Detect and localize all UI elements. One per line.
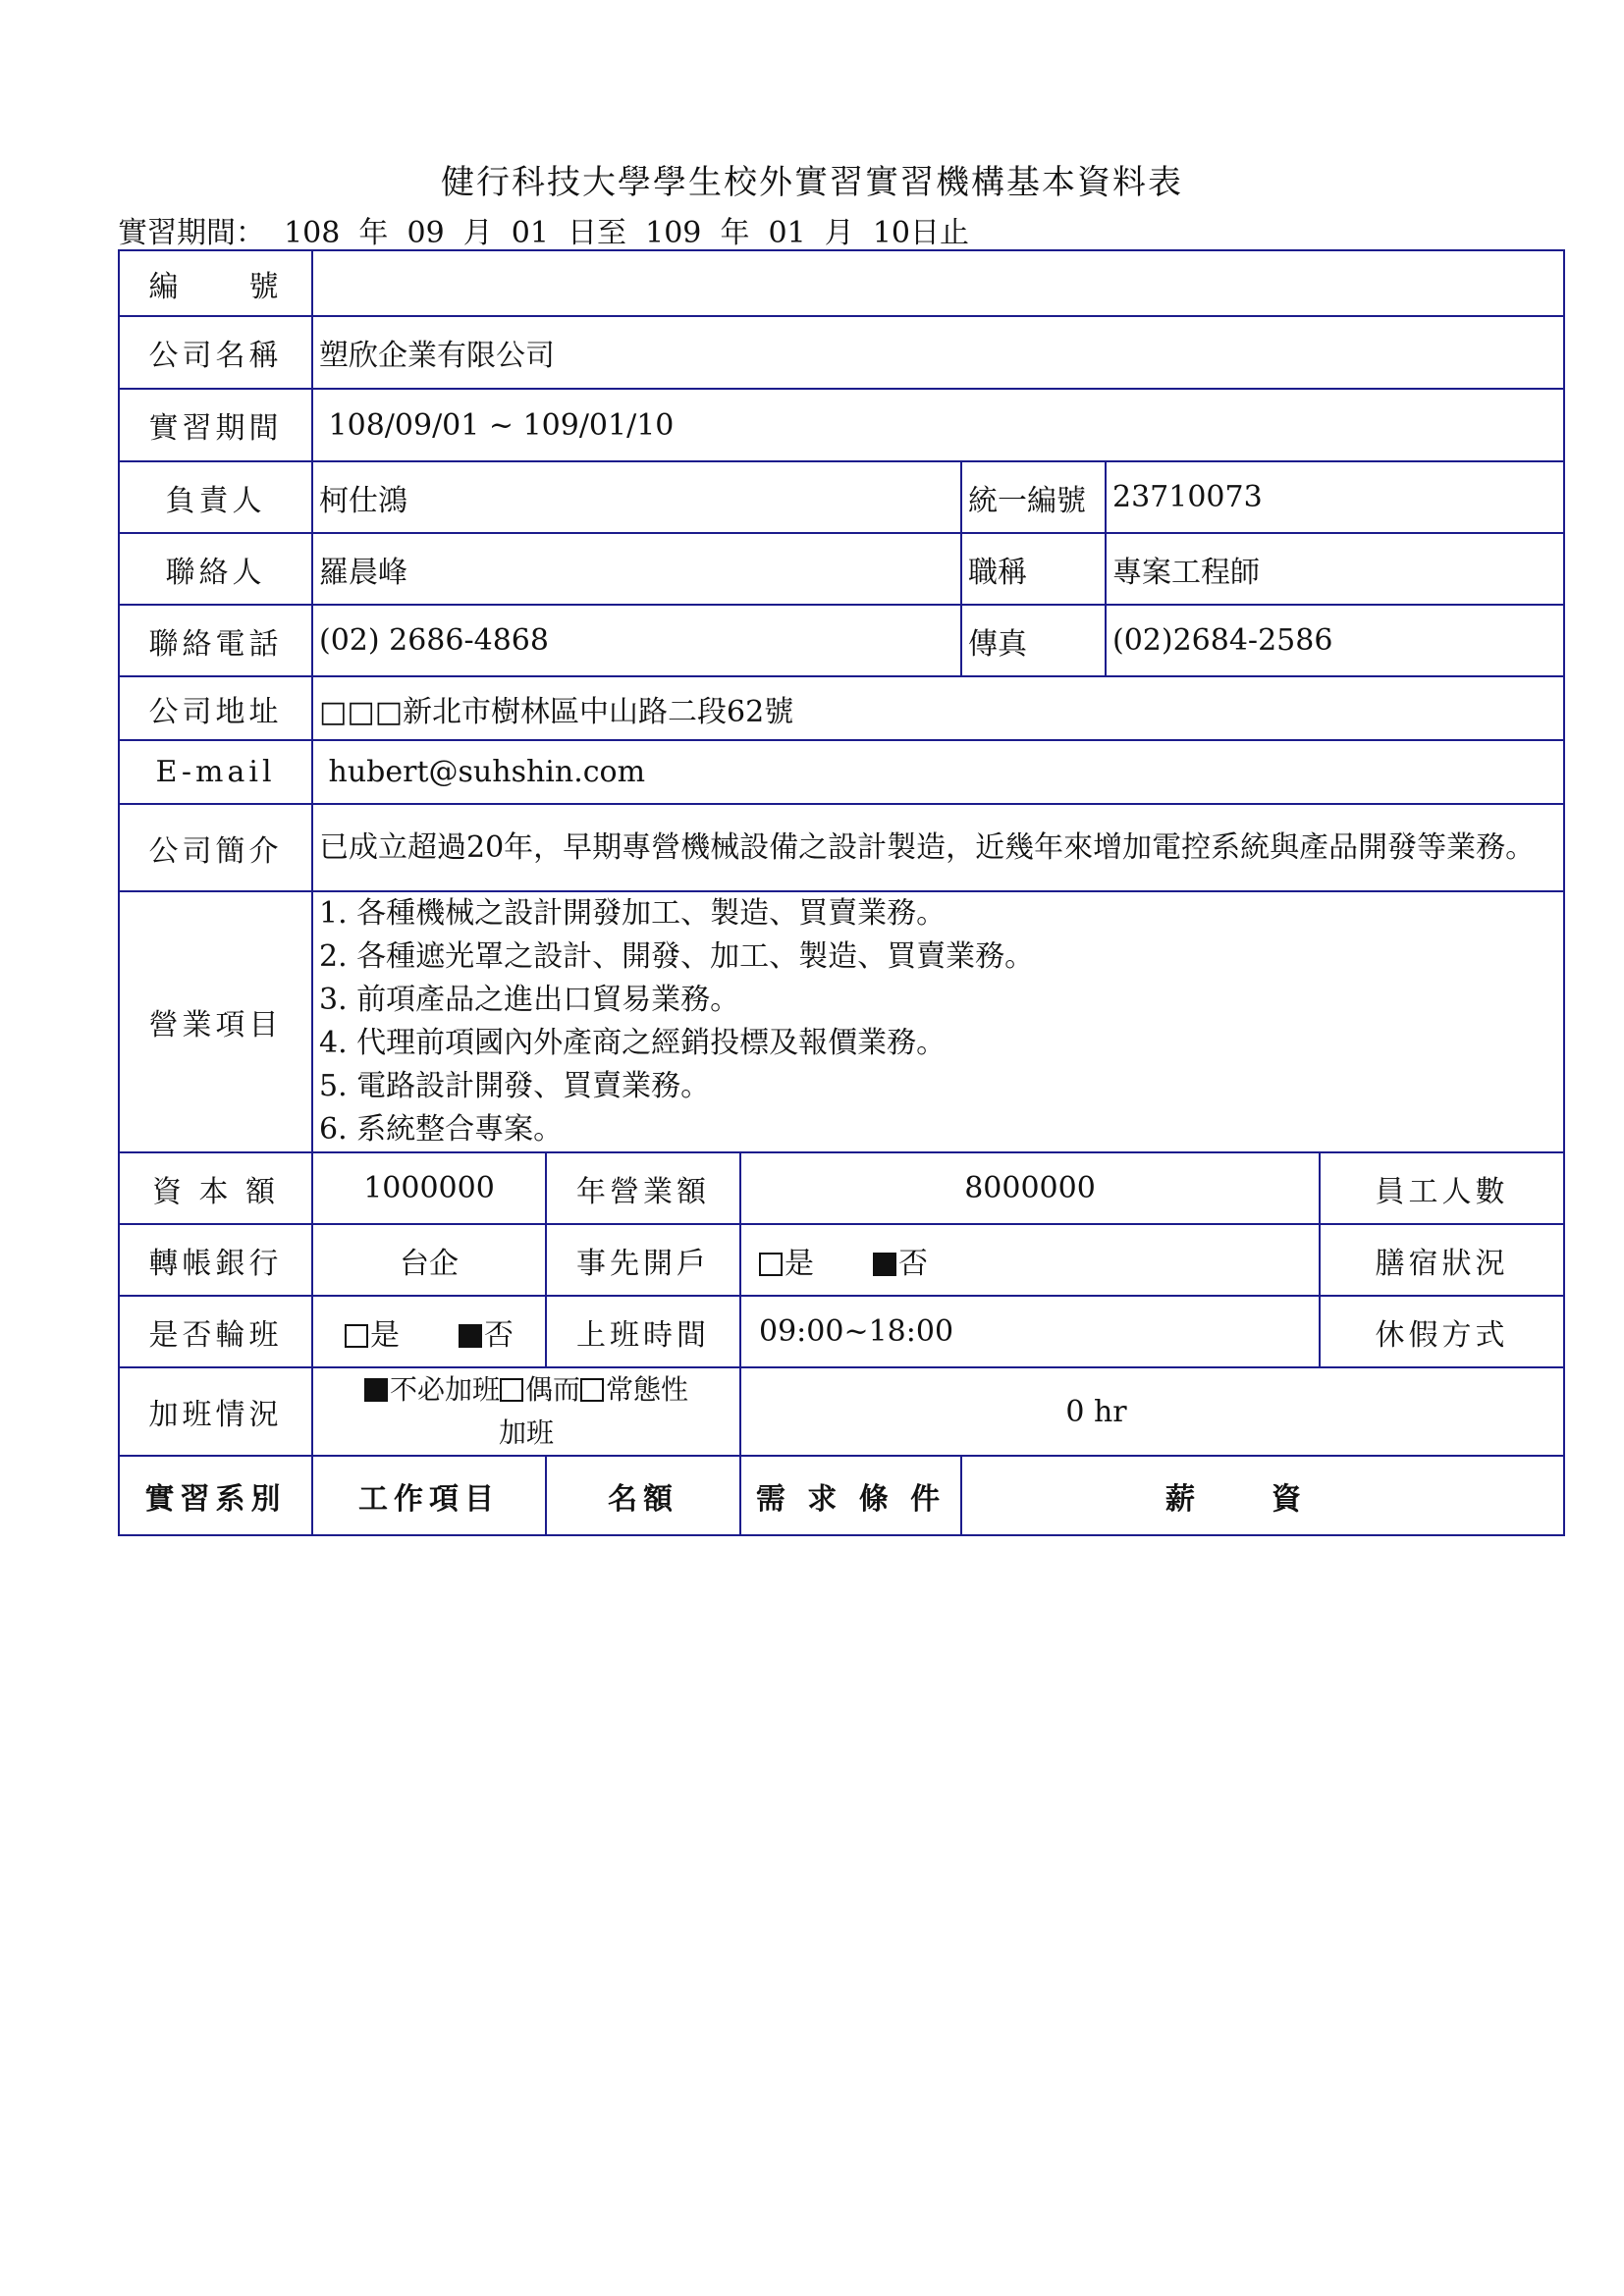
overtime-label: 加班情況 [119, 1367, 312, 1456]
bank-label: 轉帳銀行 [119, 1224, 312, 1296]
intro-value: 已成立超過20年，早期專營機械設備之設計製造，近幾年來增加電控系統與產品開發等業務。 [312, 804, 1564, 891]
revenue-value: 8000000 [740, 1152, 1320, 1224]
tax-id-value: 23710073 [1106, 461, 1564, 533]
revenue-label: 年營業額 [546, 1152, 740, 1224]
company-info-form [118, 249, 1565, 1536]
quota-header: 名額 [546, 1456, 740, 1535]
work-hours-value: 09:00~18:00 [740, 1296, 1320, 1367]
business-item: 2. 各種遮光罩之設計、開發、加工、製造、買賣業務。 [319, 939, 1035, 974]
contact-label: 聯絡人 [119, 533, 312, 605]
work-hours-label: 上班時間 [546, 1296, 740, 1367]
phone-value: (02) 2686-4868 [312, 605, 961, 676]
pre-account-no-option[interactable] [873, 1239, 928, 1282]
row-company-name [119, 316, 1564, 389]
row-email [119, 740, 1564, 804]
employees-label: 員工人數 [1320, 1152, 1564, 1224]
business-item: 4. 代理前項國內外產商之經銷投標及報價業務。 [319, 1026, 947, 1060]
overtime-occasional-checkbox[interactable] [500, 1378, 523, 1402]
intern-period-value: 108/09/01 ~ 109/01/10 [312, 389, 1564, 461]
row-bank [119, 1224, 1564, 1296]
address-label: 公司地址 [119, 676, 312, 740]
row-intern-period [119, 389, 1564, 461]
row-footer-headers [119, 1456, 1564, 1535]
work-items-header: 工作項目 [312, 1456, 546, 1535]
shift-yes-checkbox[interactable] [345, 1324, 368, 1348]
bank-value: 台企 [312, 1224, 546, 1296]
leave-label: 休假方式 [1320, 1296, 1564, 1367]
pre-account-yes-checkbox[interactable] [759, 1253, 783, 1276]
overtime-none-label: 不必加班 [389, 1373, 500, 1406]
pre-account-label: 事先開戶 [546, 1224, 740, 1296]
company-name-label: 公司名稱 [119, 316, 312, 389]
job-title-value: 專案工程師 [1106, 533, 1564, 605]
business-items [312, 891, 1564, 1152]
tax-id-label: 統一編號 [961, 461, 1106, 533]
shift-options [312, 1296, 546, 1367]
capital-value: 1000000 [312, 1152, 546, 1224]
overtime-hours: 0 hr [740, 1367, 1564, 1456]
overtime-regular-option[interactable] [580, 1368, 688, 1412]
business-item: 3. 前項產品之進出口貿易業務。 [319, 983, 740, 1017]
internship-period-line: 實習期間： 108 年 09 月 01 日至 109 年 01 月 10日止 [118, 216, 970, 250]
row-business [119, 891, 1564, 1152]
intro-label: 公司簡介 [119, 804, 312, 891]
company-name-value: 塑欣企業有限公司 [312, 316, 1564, 389]
business-item: 6. 系統整合專案。 [319, 1112, 564, 1147]
phone-label: 聯絡電話 [119, 605, 312, 676]
email-label: E-mail [119, 740, 312, 804]
board-label: 膳宿狀況 [1320, 1224, 1564, 1296]
row-capital [119, 1152, 1564, 1224]
document-title: 健行科技大學學生校外實習實習機構基本資料表 [441, 163, 1183, 202]
shift-no-checkbox[interactable] [459, 1324, 482, 1348]
row-shift [119, 1296, 1564, 1367]
row-intro [119, 804, 1564, 891]
overtime-regular-checkbox[interactable] [580, 1378, 604, 1402]
business-item: 1. 各種機械之設計開發加工、製造、買賣業務。 [319, 896, 947, 931]
shift-no-label: 否 [484, 1317, 514, 1353]
salary-header: 薪 資 [961, 1456, 1564, 1535]
email-value: hubert@suhshin.com [312, 740, 1564, 804]
job-title-label: 職稱 [961, 533, 1106, 605]
overtime-line2: 加班 [498, 1416, 554, 1449]
fax-value: (02)2684-2586 [1106, 605, 1564, 676]
row-address [119, 676, 1564, 740]
overtime-occasional-option[interactable] [500, 1368, 580, 1412]
number-value [312, 250, 1564, 316]
shift-yes-option[interactable] [345, 1310, 400, 1354]
pre-account-yes-label: 是 [785, 1246, 814, 1281]
shift-no-option[interactable] [459, 1310, 514, 1354]
shift-yes-label: 是 [370, 1317, 400, 1353]
row-owner [119, 461, 1564, 533]
row-phone [119, 605, 1564, 676]
business-item: 5. 電路設計開發、買賣業務。 [319, 1069, 711, 1103]
owner-label: 負責人 [119, 461, 312, 533]
row-contact [119, 533, 1564, 605]
row-number [119, 250, 1564, 316]
shift-label: 是否輪班 [119, 1296, 312, 1367]
contact-value: 羅晨峰 [312, 533, 961, 605]
fax-label: 傳真 [961, 605, 1106, 676]
overtime-occasional-label: 偶而 [524, 1373, 580, 1406]
pre-account-no-checkbox[interactable] [873, 1253, 896, 1276]
overtime-options [312, 1367, 740, 1456]
overtime-regular-label: 常態性 [606, 1373, 689, 1406]
overtime-none-option[interactable] [364, 1368, 500, 1412]
pre-account-yes-option[interactable] [759, 1239, 814, 1282]
intern-period-label: 實習期間 [119, 389, 312, 461]
row-overtime [119, 1367, 1564, 1456]
requirements-header: 需 求 條 件 [740, 1456, 961, 1535]
capital-label: 資 本 額 [119, 1152, 312, 1224]
dept-header: 實習系別 [119, 1456, 312, 1535]
pre-account-options [740, 1224, 1320, 1296]
owner-value: 柯仕鴻 [312, 461, 961, 533]
pre-account-no-label: 否 [898, 1246, 928, 1281]
overtime-none-checkbox[interactable] [364, 1378, 388, 1402]
business-label: 營業項目 [119, 891, 312, 1152]
address-value: □□□新北市樹林區中山路二段62號 [312, 676, 1564, 740]
number-label: 編 號 [119, 250, 312, 316]
